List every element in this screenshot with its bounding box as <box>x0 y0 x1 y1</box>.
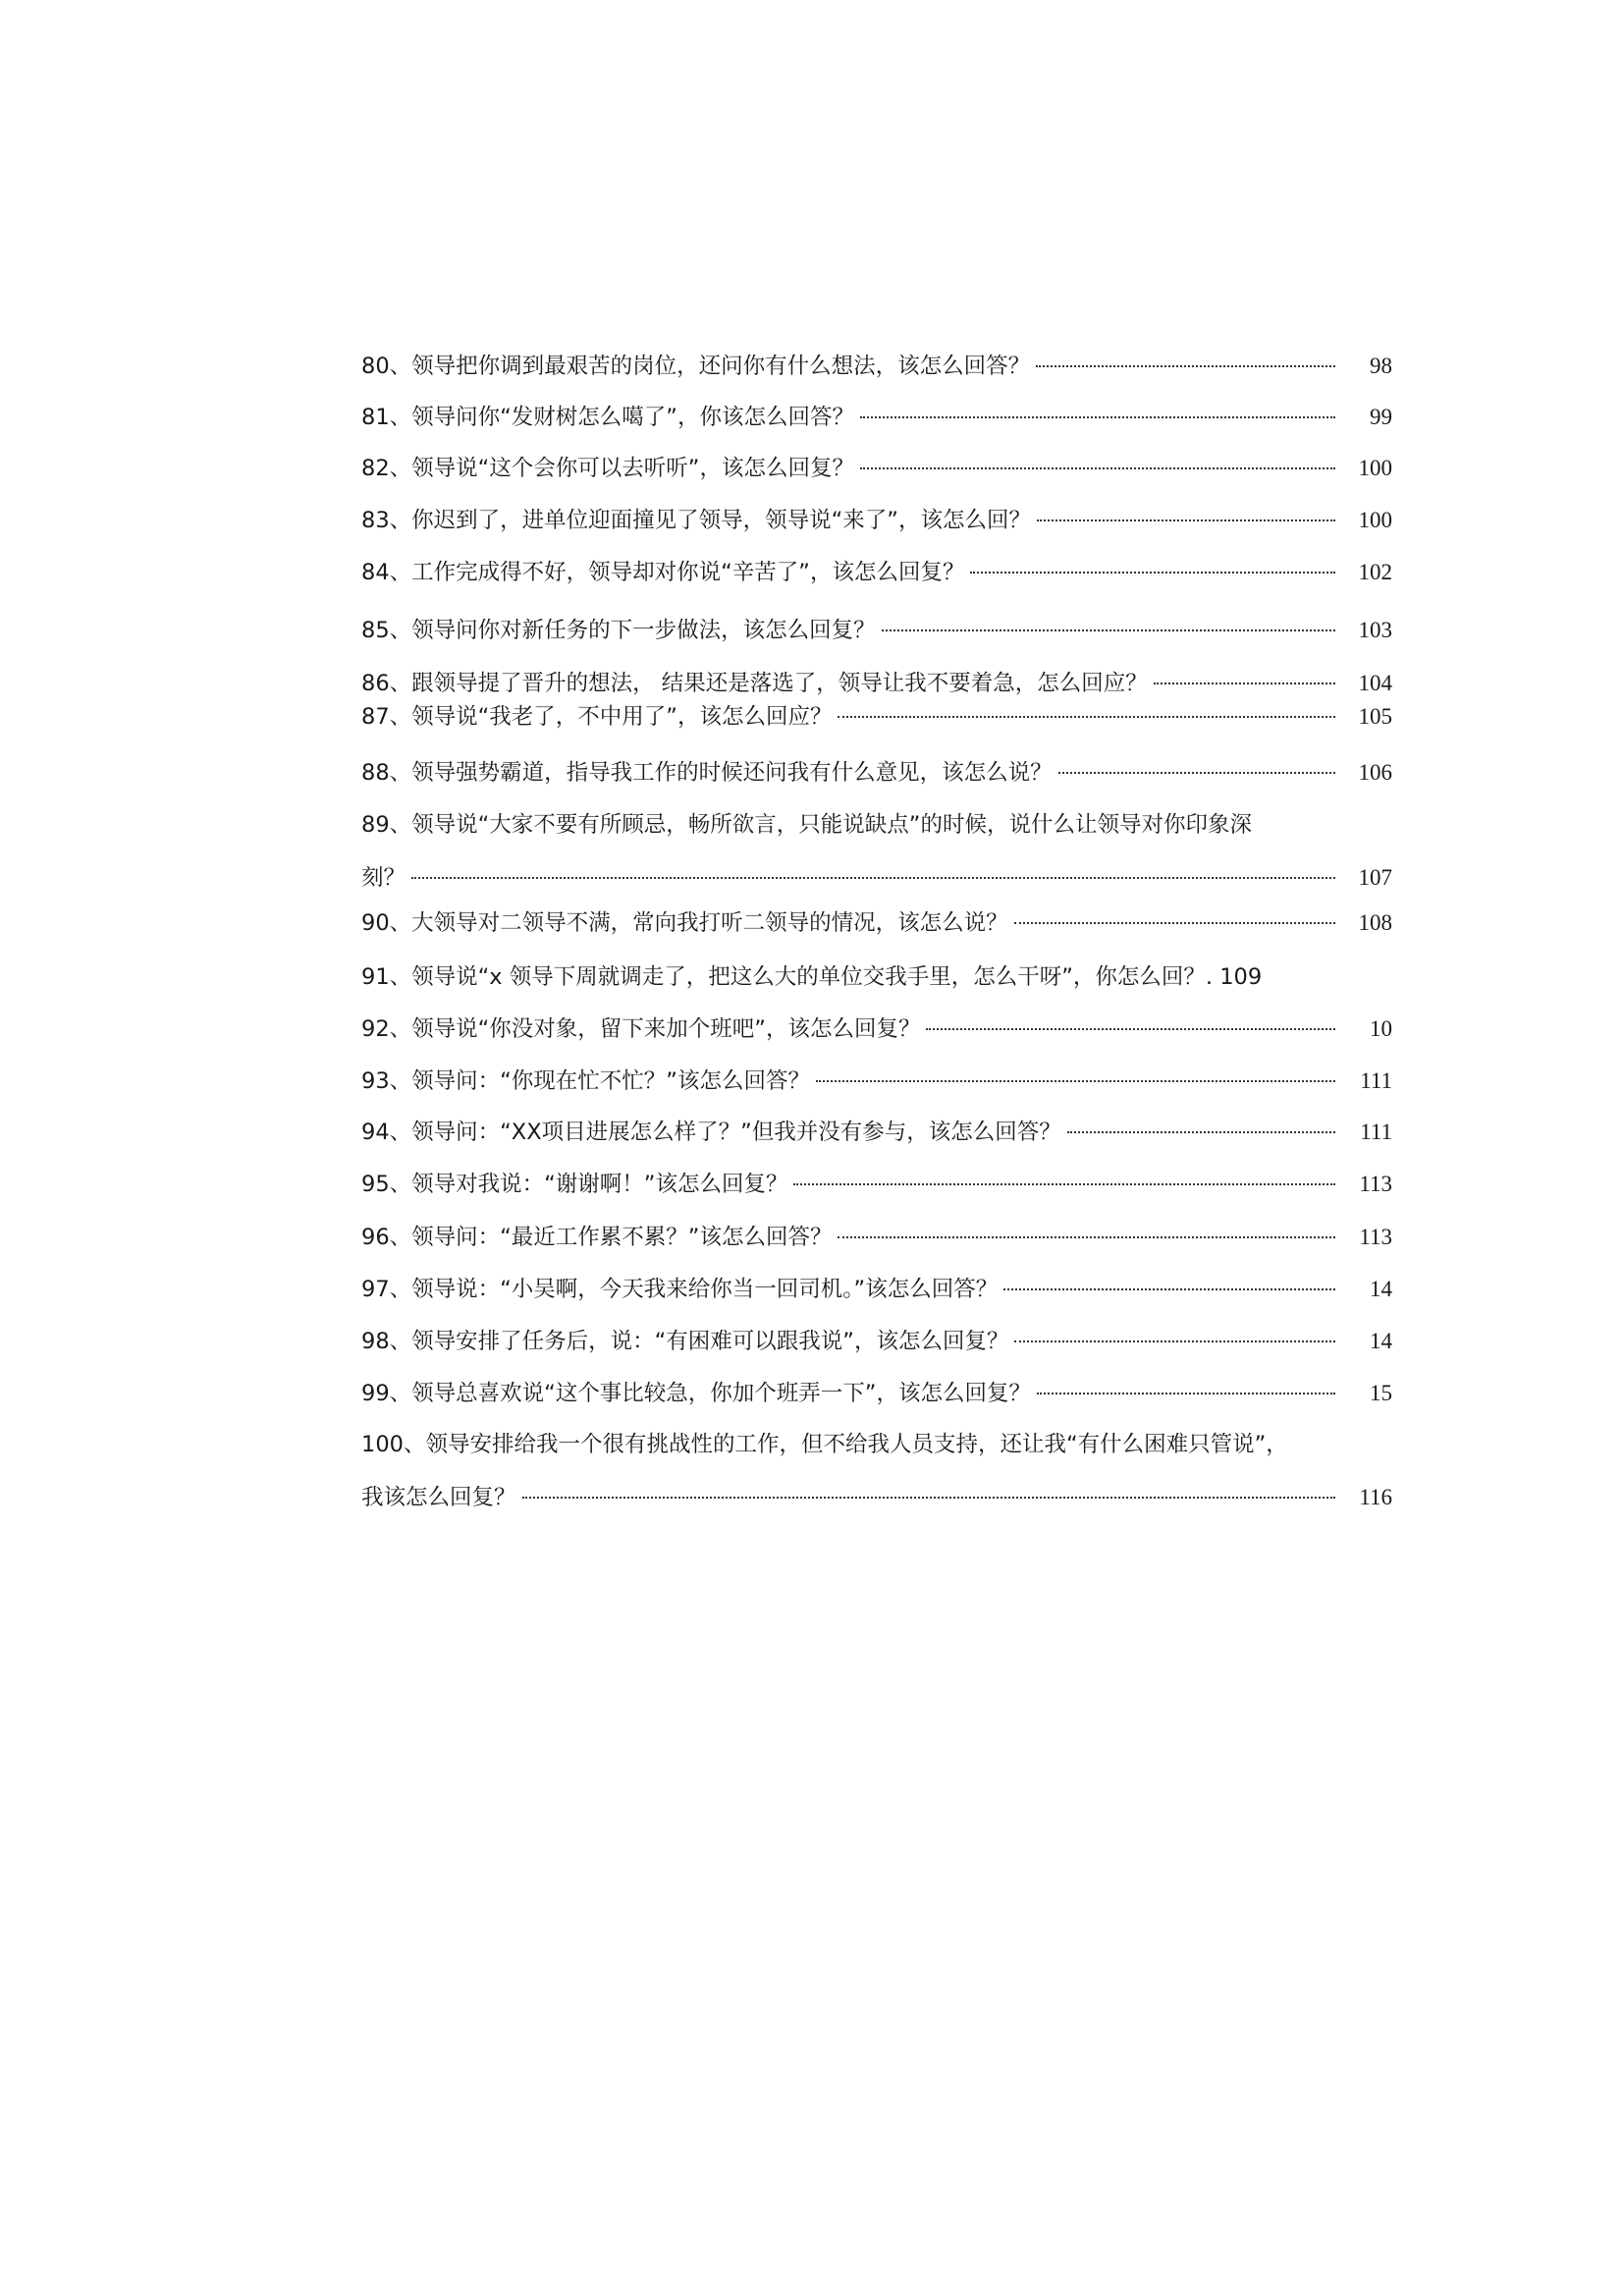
toc-entry-title: 82、领导说“这个会你可以去听听”，该怎么回复？ <box>361 456 854 481</box>
toc-entry-line <box>361 452 1392 485</box>
toc-entry-line <box>361 614 1392 647</box>
toc-entry-title: 96、领导问：“最近工作累不累？”该怎么回答？ <box>361 1225 833 1250</box>
toc-page-number: 102 <box>1358 560 1392 584</box>
toc-entry-line <box>361 556 1392 589</box>
toc-page-number: 98 <box>1370 354 1392 378</box>
toc-entry[interactable] <box>361 1065 1392 1098</box>
dot-leader <box>838 716 1335 718</box>
toc-entry[interactable] <box>361 1428 1392 1514</box>
toc-entry[interactable] <box>361 1325 1392 1358</box>
toc-entry-title: 94、领导问：“XX项目进展怎么样了？”但我并没有参与，该怎么回答？ <box>361 1120 1061 1145</box>
toc-entry-title: 97、领导说：“小吴啊，今天我来给你当一回司机。”该怎么回答？ <box>361 1277 999 1302</box>
toc-entry-title: 81、领导问你“发财树怎么噶了”，你该怎么回答？ <box>361 405 854 430</box>
toc-entry[interactable] <box>361 1116 1392 1149</box>
toc-page-number: 100 <box>1358 508 1392 532</box>
toc-page-number: 100 <box>1358 456 1392 480</box>
toc-entry-title: 84、工作完成得不好，领导却对你说“辛苦了”，该怎么回复？ <box>361 560 965 585</box>
toc-entry[interactable] <box>361 1377 1392 1410</box>
toc-page-number: 107 <box>1358 865 1392 890</box>
toc-entry[interactable] <box>361 667 1392 700</box>
toc-page-number: 105 <box>1358 704 1392 729</box>
toc-entry-line <box>361 756 1392 790</box>
toc-page-number: 106 <box>1358 760 1392 785</box>
toc-entry-line <box>361 906 1392 940</box>
toc-page-number: 113 <box>1359 1172 1392 1196</box>
toc-entry[interactable] <box>361 556 1392 589</box>
toc-entry-line <box>361 1012 1392 1046</box>
dot-leader <box>860 467 1335 469</box>
toc-entry[interactable] <box>361 808 1392 895</box>
toc-entry-line <box>361 1116 1392 1149</box>
dot-leader <box>970 572 1335 574</box>
dot-leader <box>860 416 1335 418</box>
toc-entry-line <box>361 960 1392 994</box>
toc-page-number: 116 <box>1359 1485 1392 1509</box>
toc-entry[interactable] <box>361 401 1392 434</box>
toc-page-number: 113 <box>1359 1225 1392 1249</box>
dot-leader <box>1036 365 1335 367</box>
toc-entry-line <box>361 1377 1392 1410</box>
toc-entry[interactable] <box>361 452 1392 485</box>
toc-entry-line <box>361 667 1392 700</box>
dot-leader <box>793 1183 1335 1185</box>
toc-page-number: 111 <box>1360 1120 1392 1144</box>
toc-entry[interactable] <box>361 1221 1392 1254</box>
toc-entry[interactable] <box>361 1012 1392 1046</box>
dot-leader <box>1067 1131 1335 1133</box>
toc-page-number: 15 <box>1370 1381 1392 1405</box>
dot-leader <box>838 1236 1335 1238</box>
toc-entry[interactable] <box>361 960 1392 994</box>
toc-page-number: 111 <box>1360 1068 1392 1093</box>
toc-entry[interactable] <box>361 504 1392 537</box>
toc-entry-line <box>361 1065 1392 1098</box>
toc-page-number: 104 <box>1358 671 1392 695</box>
toc-entry[interactable] <box>361 614 1392 647</box>
toc-page-number: 14 <box>1370 1329 1392 1353</box>
toc-entry-line <box>361 350 1392 383</box>
dot-leader <box>882 629 1335 631</box>
dot-leader <box>816 1080 1335 1082</box>
toc-entry-line <box>361 504 1392 537</box>
toc-entry-line <box>361 1273 1392 1306</box>
toc-entry-line <box>361 1428 1392 1461</box>
dot-leader <box>1037 519 1335 521</box>
toc-page-number: 108 <box>1358 910 1392 935</box>
toc-entry-title: 我该怎么回复？ <box>361 1485 516 1510</box>
toc-entry-line <box>361 700 1392 734</box>
dot-leader <box>411 877 1335 879</box>
dot-leader <box>1014 922 1335 924</box>
toc-entry[interactable] <box>361 700 1392 734</box>
toc-entry-title: 80、领导把你调到最艰苦的岗位，还问你有什么想法，该怎么回答？ <box>361 354 1031 379</box>
toc-entry[interactable] <box>361 906 1392 940</box>
toc-entry-line <box>361 1481 1392 1514</box>
toc-entry[interactable] <box>361 350 1392 383</box>
dot-leader <box>1037 1393 1335 1394</box>
toc-entry-title: 83、你迟到了，进单位迎面撞见了领导，领导说“来了”，该怎么回？ <box>361 508 1031 533</box>
toc-entry-title: 95、领导对我说：“谢谢啊！”该怎么回复？ <box>361 1172 788 1197</box>
toc-page-number: 103 <box>1358 618 1392 642</box>
dot-leader <box>1154 683 1335 684</box>
toc-entry-title: 87、领导说“我老了，不中用了”，该怎么回应？ <box>361 704 833 730</box>
toc-entry-title: 85、领导问你对新任务的下一步做法，该怎么回复？ <box>361 618 876 643</box>
toc-entry-title: 88、领导强势霸道，指导我工作的时候还问我有什么意见，该怎么说？ <box>361 760 1053 786</box>
toc-entry-line <box>361 1168 1392 1201</box>
toc-entry-title: 98、领导安排了任务后，说：“有困难可以跟我说”，该怎么回复？ <box>361 1329 1009 1354</box>
dot-leader <box>522 1497 1335 1499</box>
dot-leader <box>926 1028 1335 1030</box>
toc-entry-title: 99、领导总喜欢说“这个事比较急，你加个班弄一下”，该怎么回复？ <box>361 1381 1031 1406</box>
dot-leader <box>1014 1340 1335 1342</box>
toc-entry-line <box>361 1325 1392 1358</box>
toc-entry-title: 91、领导说“x 领导下周就调走了，把这么大的单位交我手里，怎么干呀”，你怎么回？. 109 <box>361 964 1263 990</box>
toc-entry-title: 93、领导问：“你现在忙不忙？”该怎么回答？ <box>361 1068 810 1094</box>
toc-entry-title: 100、领导安排给我一个很有挑战性的工作，但不给我人员支持，还让我“有什么困难只管说”， <box>361 1432 1288 1457</box>
toc-entry-title: 刻？ <box>361 865 406 891</box>
toc-entry-line <box>361 401 1392 434</box>
toc-page-number: 99 <box>1370 405 1392 429</box>
toc-entry-title: 86、跟领导提了晋升的想法， 结果还是落选了，领导让我不要着急，怎么回应？ <box>361 671 1148 696</box>
toc-entry-line <box>361 808 1392 842</box>
toc-entry-title: 89、领导说“大家不要有所顾忌，畅所欲言，只能说缺点”的时候，说什么让领导对你印象深 <box>361 812 1252 838</box>
toc-entry-title: 90、大领导对二领导不满，常向我打听二领导的情况，该怎么说？ <box>361 910 1008 936</box>
toc-page-number: 14 <box>1370 1277 1392 1301</box>
toc-entry[interactable] <box>361 756 1392 790</box>
toc-entry[interactable] <box>361 1168 1392 1201</box>
dot-leader <box>1058 772 1335 774</box>
dot-leader <box>1003 1288 1335 1290</box>
toc-entry-title: 92、领导说“你没对象，留下来加个班吧”，该怎么回复？ <box>361 1016 921 1042</box>
toc-entry-line <box>361 1221 1392 1254</box>
toc-entry-line <box>361 861 1392 895</box>
toc-page-number: 10 <box>1370 1016 1392 1041</box>
toc-entry[interactable] <box>361 1273 1392 1306</box>
